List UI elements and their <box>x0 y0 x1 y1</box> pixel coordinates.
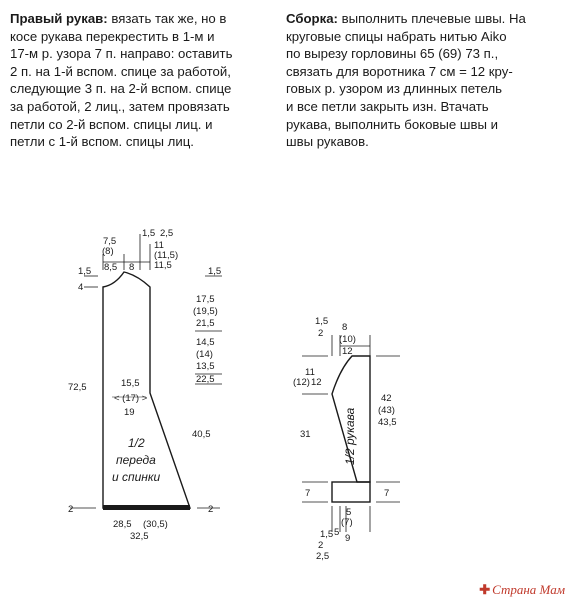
paragraph-line: по вырезу горловины 65 (69) 73 п., <box>286 46 499 62</box>
paragraph-line-1: Сборка: выполнить плечевые швы. На <box>286 11 526 26</box>
dim-top-h: (11,5) <box>154 250 179 261</box>
dim-left-top: 1,5 <box>78 266 92 277</box>
dim-right-2b: (14) <box>196 349 213 360</box>
sleeve-bottom-d: 1,5 <box>320 529 334 540</box>
paragraph-line: швы рукавов. <box>286 134 369 150</box>
sleeve-bottom-g: 9 <box>345 533 351 544</box>
paragraph-line: круговые спицы набрать нитью Aiko <box>286 28 507 44</box>
sleeve-dim-left-c: 12 <box>311 377 322 388</box>
dim-bottom-b: (30,5) <box>143 519 168 530</box>
paragraph-line: за работой, 2 лиц., затем провязать <box>10 98 230 114</box>
lead-title: Правый рукав: <box>10 11 108 26</box>
dim-top-a: 7,5 <box>103 236 117 247</box>
dim-right-2a: 14,5 <box>196 337 215 348</box>
sleeve-bottom-c: 5 <box>334 527 340 538</box>
sleeve-bottom-f: 2,5 <box>316 551 330 562</box>
sleeve-bottom-a: 5 <box>346 507 352 518</box>
dim-top-e: 2,5 <box>160 228 174 239</box>
lead-title: Сборка: <box>286 11 338 26</box>
dim-bottom-right: 2 <box>208 504 214 515</box>
sleeve-dim-left-a: 11 <box>305 367 315 378</box>
sleeve-dim-right-b: (43) <box>378 405 395 416</box>
sleeve-dim-top-b: 2 <box>318 328 324 339</box>
dim-bottom-c: 32,5 <box>130 531 149 542</box>
dim-right-1c: 21,5 <box>196 318 215 329</box>
dim-right-3: 22,5 <box>196 374 215 385</box>
paragraph-line: косе рукава перекрестить в 1-м и <box>10 28 215 44</box>
dim-top-c: 8,5 <box>104 262 118 273</box>
dim-mid-c: 19 <box>124 407 135 418</box>
sleeve-dim-left-b: (12) <box>293 377 310 388</box>
dim-right-low: 40,5 <box>192 429 211 440</box>
piece-label-line-2: переда <box>116 453 156 467</box>
sleeve-dim-right-c: 43,5 <box>378 417 397 428</box>
sleeve-bottom-e: 2 <box>318 540 324 551</box>
dim-height: 72,5 <box>68 382 87 393</box>
dim-top-g: 11 <box>154 240 164 251</box>
dim-top-b: (8) <box>102 246 114 257</box>
dim-bottom-left: 2 <box>68 504 74 515</box>
paragraph-line: и все петли закрыть изн. Втачать <box>286 98 489 114</box>
sleeve-dim-top-c: 8 <box>342 322 348 333</box>
piece-label-line-3: и спинки <box>112 470 161 484</box>
dim-right-1b: (19,5) <box>193 306 218 317</box>
dim-left-top-2: 4 <box>78 282 84 293</box>
piece-label-line-1: 1/2 <box>128 436 145 450</box>
paragraph-line: 2 п. на 1-й вспом. спице за работой, <box>10 63 231 79</box>
dim-top-i: 11,5 <box>154 260 172 271</box>
sleeve-dim-top-d: (10) <box>339 334 356 345</box>
sleeve-cuff-right: 7 <box>384 488 390 499</box>
sleeve-label: 1/2 рукава <box>343 407 357 465</box>
site-watermark: ✚ Страна Мам <box>479 582 565 597</box>
watermark-cross-icon: ✚ <box>479 582 491 597</box>
sleeve-dim-left-mid: 31 <box>300 429 311 440</box>
paragraph-line: следующие 3 п. на 2-й вспом. спице <box>10 81 232 97</box>
dim-bottom-a: 28,5 <box>113 519 132 530</box>
dim-top-f: 8 <box>129 262 135 273</box>
dim-right-2c: 13,5 <box>196 361 215 372</box>
sleeve-dim-right-a: 42 <box>381 393 392 404</box>
front-back-schematic <box>70 234 222 510</box>
paragraph-line: петли с 1-й вспом. спицы лиц. <box>10 134 194 150</box>
sleeve-dim-top-a: 1,5 <box>315 316 329 327</box>
dim-top-d: 1,5 <box>142 228 156 239</box>
paragraph-line: рукава, выполнить боковые швы и <box>286 116 498 132</box>
dim-mid-a: 15,5 <box>121 378 140 389</box>
sleeve-cuff-left: 7 <box>305 488 311 499</box>
dim-right-top: 1,5 <box>208 266 222 277</box>
paragraph-line: связать для воротника 7 см = 12 кру- <box>286 63 513 79</box>
paragraph-line: петли со 2-й вспом. спицы лиц. и <box>10 116 213 132</box>
paragraph-line: говых р. узором из длинных петель <box>286 81 503 97</box>
paragraph-line-1: Правый рукав: вязать так же, но в <box>10 11 227 26</box>
sleeve-bottom-b: (7) <box>341 517 353 528</box>
paragraph-line: 17-м р. узора 7 п. направо: оставить <box>10 46 233 62</box>
dim-mid-b: < (17) > <box>114 393 148 404</box>
dim-right-1a: 17,5 <box>196 294 215 305</box>
sleeve-dim-top-e: 12 <box>342 346 353 357</box>
